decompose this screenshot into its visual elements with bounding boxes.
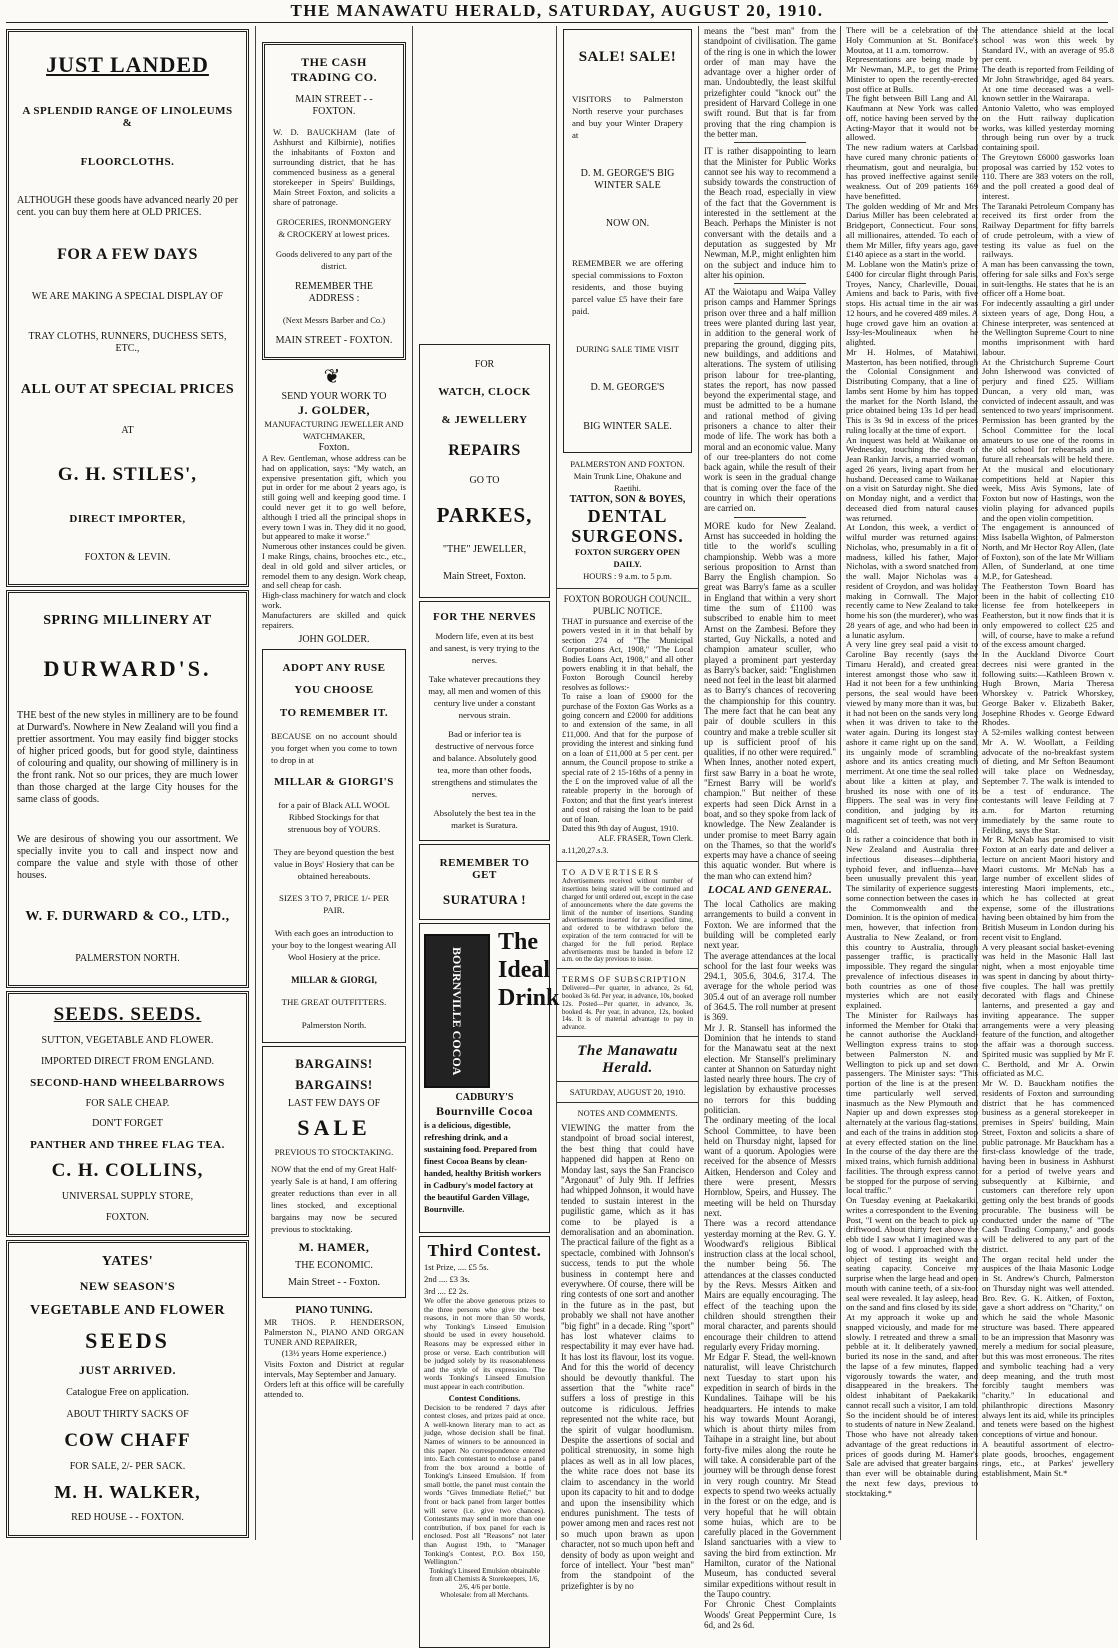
ad-line: FOR (474, 358, 495, 370)
ad-body: for a pair of Black ALL WOOL Ribbed Stockings for that strenuous boy of YOURS. (278, 799, 390, 834)
ad-line: FOXTON & LEVIN. (84, 552, 171, 564)
news-item: At the Christchurch Supreme Court John Isherwood was convicted of perjury and fined £25. William Duncan, a very old man, was convicted of indecent assault, and was sentenced to two years' imprisonment. (982, 356, 1114, 416)
ad-firm: MILLAR & GIORGI, (291, 974, 377, 985)
cash-trading-ad (262, 42, 406, 360)
council-notice (557, 593, 698, 857)
paper-title: The Manawatu Herald. (577, 1042, 678, 1076)
ad-line: Foxton. (318, 442, 350, 453)
ad-title: SURATURA ! (442, 891, 527, 907)
ad-firm: DURWARD'S. (43, 656, 212, 682)
ad-body: BECAUSE on no account should you forget when you come to town to drop in at (271, 730, 397, 765)
ad-title: YOU CHOOSE (294, 684, 374, 697)
ad-line: BIG WINTER SALE. (583, 420, 672, 432)
divider (557, 588, 698, 589)
ad-line: MAIN STREET - FOXTON. (275, 334, 393, 346)
news-item: The Featherston Town Board has been in the habit of collecting £10 license fee from hotelkeepers in Featherston, but it now finds that it is only empowered to collect £25 and will, of course, have to make a refund of the excess amount charged. (982, 580, 1114, 650)
ad-line: FLOORCLOTHS. (80, 155, 175, 168)
ornament-icon: ❦ (323, 366, 345, 388)
news-item: For indecently assaulting a girl under sixteen years of age, Dong Hou, a Chinese interpreter, was sentenced at the Wellington Supreme Court to nine months imprisonment with hard labour. (982, 298, 1114, 357)
ad-firm: C. H. COLLINS, (51, 1159, 204, 1181)
article-paragraph: MORE kudo for New Zealand. Arnst has succeeded in holding the title to the world's sculling championship. Webb was a more serious proposition to Arnst than Barry the English champion. So great was Barry's fame as a sculler in England that within a very short time the sum of £1100 was subscribed to enable him to meet Arnst on the Zambesi. Before they started, Guy Nickalls, a noted and champion amateur sculler, who played a prominent part yesterday as Barry's backer, said: "Englishmen need not feel in the least bit alarmed as to Barry's chances of recovering the championship for this country. The mere fact that he can beat any pair of double scullers in this country and make a treble sculler sit up is sufficient proof of his qualities, if no other were required." When Innes, another noted expert, first saw Barry in a boat he wrote, "Ernest Barry will be world's champion." But neither of these experts had seen Dick Arnst in a boat, and so they spoke from lack of knowledge. The New Zealander is under promise to meet Barry again on the Thames, so that the world's experts may have a chance of seeing this aquatic wonder. But where is the man who can extend him? (704, 520, 836, 881)
prize-line: 3rd .... £2 2s. (424, 1286, 469, 1296)
article-paragraph: Mr Edgar F. Stead, the well-known naturalist, will leave Christchurch next Tuesday to start upon his expedition in search of birds in the Kundalines. Taihape will be his headquarters. He intends to make his way towards Mount Aorangi, which is about thirty miles from Taihape in a straight line, but about forty-five miles along the route he will take. A considerable part of the journey will be through dense forest in very rough country. Mr Stead expects to spend two weeks actually in the forest or on the edge, and is very hopeful that he will obtain some huias, which are to be carefully placed in the Government Island sanctuaries with a view to saving the bird from extinction. Mr Hamilton, curator of the National Museum, has conducted several similar expeditions without result in the Taupo country. (704, 1352, 836, 1599)
ad-line: SECOND-HAND WHEELBARROWS (30, 1076, 225, 1089)
ad-title: FOR THE NERVES (433, 611, 536, 624)
column-divider (698, 26, 699, 1540)
ad-line: MAIN STREET - - FOXTON. (295, 94, 373, 118)
news-item: The engagement is announced of Miss Isabella Wighton, of Palmerston North, and Mr Hector Roy Allen, (late of Foxton), son of the late Mr William Allen, of Sunderland, at one time M.P., for Gateshead. (982, 522, 1114, 581)
ad-line: SIZES 3 TO 7, PRICE 1/- PER PAIR. (279, 893, 389, 916)
ad-line: HOURS : 9 a.m. to 5 p.m. (583, 571, 672, 581)
notice-body: Advertisements received without number of insertions being stated will be continued and charged for until ordered out, except in the case of announcements where the date governs the limit of the number of insertions. Standing advertisements inserted for a specified time, and ordered to be withdrawn before the expiration of the term contracted for will be charged for the full period. Replace advertisements must be handed in before 12 a.m. on the day previous to issue. (562, 878, 693, 964)
ad-line: Palmerston North. (301, 1019, 367, 1030)
ad-line: Main Street, Foxton. (443, 571, 526, 583)
parkes-ad (419, 344, 550, 598)
column-6 (842, 26, 982, 1540)
news-item: An inquest was held at Waikanae on Wednesday, touching the death of Jean Rankin Jarvis, a married woman, aged 26 years, living apart from her husband. Deceased came to Waikanae on a visit on Saturday night. She died on Monday night, and a verdict that deceased died from natural causes was returned. (846, 434, 978, 523)
news-item: Mr R. McNab has promised to visit Foxton at an early date and deliver a lecture on ancient Maori history and Maori customs. Mr McNab has a large number of excellent slides of interesting Maori implements, etc., which he has collected at great expense, some of the illustrations having been obtained by him from the British Museum in London during his recent visit to England. (982, 834, 1114, 942)
news-item: A very line grey seal paid a visit to Caroline Bay recently (says the Timaru Herald), and created great interest amongst those who saw it. Had it not been for a few unthinking persons, the seal would have been viewed by many more than it was, but it had not been on the sands very long when it was driven to take to the water again. During its longest stay ashore it came right up on the sand, its ungainly mode of scrambling ashore and its antics creating much merriment. At one time the seal rolled about like a kitten at play, and brushed its nose with one of its flippers. The seal was in very fine condition, and judging by its magnificent set of teeth, was not very old. (846, 639, 978, 835)
ad-line: REMEMBER TO GET (439, 856, 530, 881)
article-paragraph: Mr J. R. Stansell has informed the Dominion that he intends to stand for the Manawatu seat at the next election. Mr Stansell's preliminary canter at Shannon on Saturday night lasted nearly three hours. The cry of legislation by exhaustive processes no terrors for this budding politician. (704, 1022, 836, 1115)
ad-line: Wholesale: from all Merchants. (440, 1590, 529, 1599)
article-paragraph: The average attendances at the local school for the last four weeks was 294.1, 305.6, 304.6, 317.4. The average for the whole period was 305.4 out of an average roll number of 364.5. The roll number at present is 369. (704, 950, 836, 1023)
news-item: Those who have not already taken advantage of the great reductions in prices of goods during M. Hamer's Sale are advised that greater bargains than ever will be obtainable during the next few days, previous to stocktaking.* (846, 1429, 978, 1498)
millinery-ad (6, 590, 249, 988)
ad-firm: PARKES, (436, 502, 533, 527)
ad-line: AT (121, 424, 134, 436)
ad-body: NOW that the end of my Great Half-yearly Sale is at hand, I am offering greater reductions than ever in all lines stocked, and exceptional bargains may now be secured previous to stocktaking. (271, 1163, 397, 1234)
ad-line: WE ARE MAKING A SPECIAL DISPLAY OF (31, 291, 224, 303)
ad-body: MR THOS. P. HENDERSON, Palmerston N., PIANO AND ORGAN TUNER AND REPAIRER, (264, 1317, 404, 1348)
dental-ad (557, 456, 698, 584)
ad-line: PREVIOUS TO STOCKTAKING. (274, 1146, 394, 1157)
news-item: A 52-miles walking contest between Mr A. W. Woollatt, a Feilding advocate of the no-breakfast system of dieting, and Mr Sefton Beaumont will take place on Wednesday, September 7. The walk is intended to be a test of endurance. The contestants will leave Feilding at 7 a.m. for Marton returning immediately by the same route to Feilding, says the Star. (982, 727, 1114, 835)
news-item: Mr H. Holmes, of Matahiwi, Masterton, has been notified, through the Colonial Consignment and Distributing Company, that a line of lambs sent Home by him has topped the market for the North Island, the price obtained being 13s 1d per head. This is 3s 9d in excess of the prices ruling locally at the time of export. (846, 346, 978, 435)
column-2 (256, 26, 412, 1540)
golder-ad (256, 364, 412, 646)
prize-line: 1st Prize, .... £5 5s. (424, 1262, 489, 1272)
news-item: Representations are being made by Mr Newman, M.P., to get the Prime Minister to open the recently-erected post office at Bulls. (846, 54, 978, 94)
news-item: The death is reported from Feilding of Mr John Strawbridge, aged 84 years. At one time deceased was a well-known settler in the Wairarapa. (982, 64, 1114, 104)
ad-line: SEND YOUR WORK TO (281, 391, 387, 402)
column-3 (413, 26, 560, 1599)
section-heading: LOCAL AND GENERAL. (707, 884, 833, 897)
divider (734, 517, 806, 518)
suratura-ad (419, 844, 550, 920)
ad-line: Main Trunk Line, Ohakune and Raetihi. (573, 471, 682, 493)
news-item: A very pleasant social basket-evening was held in the Masonic Hall last night, when a most enjoyable time was spent in dancing by about thirty-five couples. The hall was prettily decorated with flags and Chinese lanterns, and presented a gay and inviting appearance. The supper arrangements were a very pleasing feature of the function, and altogether the affair was a thorough success. Spirited music was supplied by Mr F. C. Berthold, and Mr A. Orwin officiated as M.C. (982, 941, 1114, 1079)
news-item: Antonio Valetto, who was employed on the Hutt railway duplication works, was killed yesterday morning through being run over by a truck containing spoil. (982, 103, 1114, 152)
column-divider (840, 26, 841, 1540)
notice-sign: ALF. FRASER, Town Clerk. (598, 834, 693, 844)
notice-title: TERMS OF SUBSCRIPTION (562, 974, 687, 985)
ad-line: YATES' (101, 1253, 154, 1269)
ad-line: MANUFACTURING JEWELLER AND WATCHMAKER, (264, 419, 404, 441)
contest-ad (419, 1236, 550, 1648)
divider (557, 968, 698, 969)
ad-body: Bad or inferior tea is destructive of nervous force and balance. Absolutely good tea, more than other foods, strengthens and stimulates the nerves. (431, 728, 538, 799)
news-item: It is rather a coincidence that both in New Zealand and Australia three infectious diseases—diphtheria, typhoid fever, and influenza—have been unusually prevalent this year. The similarity of experience suggests some connection between the cases in the Commonwealth and the Dominion. It is the opinion of medical men, however, that infection from Australia to New Zealand, or from this country to Australia, through passenger traffic, is practically impossible. They regard the singular prevalence of infectious diseases in both countries as one of those mysteries which are not easily explained. (846, 834, 978, 1010)
ad-title: Third Contest. (427, 1241, 542, 1260)
ad-line: DON'T FORGET (92, 1118, 163, 1130)
ad-firm: G. H. STILES', (57, 463, 198, 485)
ad-line: THE GREAT OUTFITTERS. (281, 997, 387, 1008)
ad-line: FOXTON SURGERY OPEN DAILY. (574, 547, 681, 569)
ad-line: PANTHER AND THREE FLAG TEA. (30, 1139, 225, 1152)
notice-title: FOXTON BOROUGH COUNCIL. (563, 594, 692, 604)
cocoa-ad (419, 923, 560, 1233)
ad-heading: Contest Conditions. (448, 1392, 521, 1403)
article-paragraph: The ordinary meeting of the local School Committee, to have been held on Thursday night, lapsed for want of a quorum. Apologies were received for the absence of Messrs Aitken, Henderson and Coley and there were present, Messrs Hornblow, Speirs, and Hussey. The meeting will be held on Thursday next. (704, 1115, 836, 1218)
ad-body: Visits Foxton and District at regular intervals, May September and January. (264, 1359, 404, 1380)
ad-body: With each goes an introduction to your boy to the longest wearing All Wool Hosiery at the price. (271, 927, 397, 962)
ad-line: PALMERSTON AND FOXTON. (570, 459, 685, 469)
subscription-notice (557, 973, 698, 1032)
article-paragraph: For Chronic Chest Complaints Woods' Great Peppermint Cure, 1s 6d, and 2s 6d. (704, 1599, 836, 1630)
ad-firm: D. M. GEORGE'S BIG WINTER SALE (580, 167, 675, 191)
notice-body: THAT in pursuance and exercise of the powers vested in it in that behalf by section 274 of "The Municipal Corporations Act, 1908," "The Local Bodies Loans Act, 1908," and all other powers enabling it in that behalf, the Foxton Borough Council hereby resolves as follows:- (562, 617, 693, 692)
ad-title: SEEDS (85, 1328, 170, 1354)
ad-line: DURING SALE TIME VISIT (576, 344, 679, 355)
ad-line: JUST ARRIVED. (79, 1363, 176, 1378)
ad-line: UNIVERSAL SUPPLY STORE, (61, 1190, 194, 1202)
ad-line: CADBURY'S (455, 1092, 514, 1103)
news-item: The golden wedding of Mr and Mrs Darius Miller has been celebrated at Bridgeport, Connecticut. Four sons, all millionaires, attended. To each of them Mr Miller, fifty years ago, gave £140 apiece as a start in the world. (846, 200, 978, 260)
divider (557, 1081, 698, 1082)
ad-body: Take whatever precautions they may, all men and women of this century live under a constant nervous strain. (428, 673, 541, 720)
ad-title: DENTAL SURGEONS. (571, 506, 684, 546)
news-item: There will be a celebration of the Holy Communion at St. Boniface's Moutoa, at 11 a.m. tomorrow. (846, 25, 978, 55)
section-heading: NOTES AND COMMENTS. (577, 1107, 678, 1118)
ad-line: Tonking's Linseed Emulsion obtainable from all Chemists & Storekeepers, 1/6, 2/6, 4/6 per bottle. (429, 1566, 540, 1591)
ad-line: NEW SEASON'S (79, 1278, 176, 1293)
ad-title: VEGETABLE AND FLOWER (30, 1302, 225, 1318)
ad-title: BARGAINS! (295, 1055, 373, 1071)
divider (734, 283, 806, 284)
news-item: The Taranaki Petroleum Company has received its first order from the Railway Department for fifty barrels of crude petroleum, with a view of testing its value as fuel on the railways. (982, 200, 1114, 260)
column-1 (0, 26, 255, 1540)
divider (557, 1102, 698, 1103)
nerves-ad (419, 601, 550, 841)
ad-title: REPAIRS (448, 441, 521, 459)
ad-line: FOR SALE CHEAP. (85, 1097, 170, 1109)
hosiery-ad (262, 649, 406, 1043)
notice-subtitle: PUBLIC NOTICE. (592, 606, 663, 616)
ad-title: ADOPT ANY RUSE (282, 661, 386, 674)
ad-body: W. D. BAUCKHAM (late of Ashhurst and Kilbirnie), notifies the inhabitants of Foxton and surrounding district, that he has commenced business as a general storekeeper in Speirs' Buildings, Main Street Foxton, and solicits a share of patronage. (273, 126, 395, 207)
prize-line: 2nd .... £3 3s. (424, 1274, 470, 1284)
notice-body: Delivered—Per quarter, in advance, 2s 6d, booked 3s 6d. Per year, in advance, 10s, booked 12s. Posted—Per quarter, in advance, 3s, booked 4s. Per year, in advance, 12s, booked 14s. It is of material advantage to pay in advance. (562, 985, 693, 1032)
ad-line: PALMERSTON NORTH. (75, 953, 180, 965)
ad-line: "THE" JEWELLER, (442, 543, 527, 555)
ad-line: ABOUT THIRTY SACKS OF (66, 1408, 189, 1420)
ad-line: Main Street - - Foxton. (288, 1276, 380, 1288)
news-item: In the Auckland Divorce Court decrees nisi were granted in the following suits:—Kathleen Brown v. Hugh Brown, Maria Theresa Whorskey v. Patrick Whorskey, George Baker v. Elizabeth Baker, Josephine Rhodes v. George Edward Rhodes. (982, 649, 1114, 728)
ad-line: TRAY CLOTHS, RUNNERS, DUCHESS SETS, ETC., (28, 330, 227, 354)
ad-title: THE CASH TRADING CO. (290, 55, 378, 85)
ad-firm: D. M. GEORGE'S (590, 382, 665, 394)
article-paragraph: means the "best man" from the standpoint of civilisation. The game of the ring is one in which the lower order of man may have the advantage over a higher order of man. Undoubtedly, the least skilful prizefighter could "knock out" the president of Harvard College in one swift round. But that is far from proving that the ring champion is the better man. (704, 26, 836, 139)
ad-sign: JOHN GOLDER. (298, 634, 370, 646)
ad-line: GROCERIES, IRONMONGERY & CROCKERY at lowest prices. (276, 216, 392, 239)
ad-line: RED HOUSE - - FOXTON. (71, 1512, 184, 1524)
news-item: The fight between Bill Lang and Al. Kaufmann at New York was called off, notice having been served by the Acting-Mayor that it would not be allowed. (846, 93, 978, 143)
news-item: At London, this week, a verdict of wilful murder was returned against Nicholas, who, presumably in a fit of madness, killed his father, Major Nicholas, with a sword snatched from the wall. Major Nicholas was a resident of Croydon, and was holiday making in Cornwall. The Major recently came to New Zealand to take home his son (the murderer), who was 28 years of age, and who had been in a lunatic asylum. (846, 522, 978, 640)
ad-line: THE ECONOMIC. (295, 1259, 373, 1271)
ad-firm: MILLAR & GIORGI'S (274, 776, 394, 789)
ad-body: Manufacturers are skilled and quick repairers. (262, 609, 406, 630)
ad-firm: Bournville Cocoa (436, 1104, 533, 1118)
ad-body: We are desirous of showing you our assortment. We specially invite you to call and inspect now and compare the value and style with those of other houses. (17, 833, 238, 881)
ad-firm: TATTON, SON & BOYES, (569, 494, 686, 505)
ad-body: High-class machinery for watch and clock work. (262, 590, 406, 610)
ad-line: WATCH, CLOCK (438, 386, 531, 399)
ad-line: SUTTON, VEGETABLE AND FLOWER. (41, 1035, 214, 1047)
cocoa-slogan: The Ideal Drink (498, 929, 560, 1011)
notice-ref: a.11,20,27.s.3. (562, 846, 609, 856)
ad-line: FOXTON. (106, 1211, 149, 1223)
ad-body: A Rev. Gentleman, whose address can be had on application, says: "My watch, an expensive presentation gift, which you put in order for me about 2 years ago, is still going well and keeping good time. I could never get it to go well before, although I tried all the principal shops in every town I was in. They did it no good, but appeared to make it worse." (262, 453, 406, 542)
news-item: A beautiful assortment of electro-plate goods, brooches, engagement rings, etc., at Parkes' jewellery establishment, Main St.* (982, 1438, 1114, 1478)
ad-title: PIANO TUNING. (295, 1305, 373, 1317)
ad-title: SEEDS. SEEDS. (53, 1004, 202, 1026)
ad-body: THE best of the new styles in millinery are to be found at Durward's. Nowhere in New Zealand will you find a prettier assortment. You may easily find bigger stocks of higher priced goods, but for good style, daintiness of colouring and quality, our showing of millinery is in the front rank. Not so our prices, they are much lower than those charged at the large City houses for the same class of goods. (17, 710, 238, 806)
seeds-ad (6, 991, 249, 1237)
news-item: A man has been canvassing the town, offering for sale silks and Fox's serge in suit-lengths. He states that he is an officer off a Home boat. (982, 259, 1114, 299)
advertisers-notice (557, 866, 698, 964)
news-item: Mr W. D. Bauckham notifies the residents of Foxton and surrounding district that he has commenced business as a general storekeeper in premises in Speirs' building, Main Street, Foxton and solicits a share of public patronage. Mr Bauckham has a first-class knowledge of the trade, having been in business in Ashhurst for a period of twelve years and subsequently at Kilbirnie, and customers can therefore rely upon getting only the best brands of goods procurable. The business will be conducted under the name of "The Cash Trading Company," and goods will be delivered to any part of the district. (982, 1078, 1114, 1254)
divider (734, 142, 806, 143)
ad-line: & JEWELLERY (441, 414, 528, 427)
article-paragraph: There was a record attendance yesterday morning at the Rev. G. Y. Woodward's religious Biblical instruction class at the local school, the number being 56. The attendances at the classes conducted by the Revs. Messrs Aitken and Mairs are equally encouraging. The effect of the teaching upon the children should strengthen their moral character, and parents should encourage their children to attend regularly every Friday morning. (704, 1218, 836, 1352)
ad-title: SPRING MILLINERY AT (43, 612, 212, 628)
ad-title: JUST LANDED (46, 51, 209, 77)
piano-ad (256, 1301, 412, 1403)
ad-line: Catalogue Free on application. (66, 1387, 189, 1399)
ad-firm: J. GOLDER, (297, 403, 370, 417)
ad-body: Orders left at this office will be carefully attended to. (264, 1379, 404, 1400)
column-7 (978, 26, 1118, 1540)
bargains-ad (262, 1046, 406, 1298)
ad-heading: FOR A FEW DAYS (57, 246, 198, 264)
linoleum-ad (6, 29, 249, 587)
ad-note: ALTHOUGH these goods have advanced nearly 20 per cent. you can buy them here at OLD PRICES. (17, 195, 238, 219)
news-item: On Tuesday evening at Paekakariki, writes a correspondent to the Evening Post, "I went on the beach to pick up driftwood. About thirty feet above the ebb tide I saw what I imagined was a log of wood. I approached with the object of testing its weight and seating capacity. Conceive my surprise when the large head and open mouth with canine teeth, of a six-foot seal were revealed. It lay asleep, head on the sand and fins closed by its side. At my approach it woke up and snapped viciously, and made for me slowly. I retreated and threw a small pebble at it. It deliberately yawned, buried its nose in the sand, and after the lapse of a few minutes, flapped vigorously towards the water, and disappeared in the breakers. The oldest inhabitant of Paekakariki cannot recall such a visitor, I am told. So the incident should be of interest to students of nature in New Zealand. (846, 1195, 978, 1430)
masthead: THE MANAWATU HERALD, SATURDAY, AUGUST 20, 1910. (290, 1, 824, 20)
notice-date: Dated this 9th day of August, 1910. (562, 823, 679, 833)
ad-body: Absolutely the best tea in the market is Suratura. (433, 807, 536, 830)
ad-heading: ALL OUT AT SPECIAL PRICES (20, 381, 235, 397)
article-paragraph: The local Catholics are making arrangements to build a convent in Foxton. We are informed that the building will be completed early next year. (704, 899, 836, 951)
ad-body: is a delicious, digestible, refreshing drink, and a sustaining food. Prepared from finest Cocoa Beans by clean-handed, healthy British workers in Cadbury's model factory at the beautiful Garden Village, Bournville. (424, 1120, 542, 1214)
ad-line: (Next Messrs Barber and Co.) (282, 314, 386, 325)
notice-title: TO ADVERTISERS (562, 867, 660, 878)
ad-title: SALE (297, 1114, 371, 1140)
ad-title: BARGAINS! (295, 1076, 373, 1092)
notice-body: To raise a loan of £9000 for the purchase of the Foxton Gas Works as a going concern and £2000 for additions to and extension of the same, in all £11,000. And that for the purpose of providing the interest and sinking fund on a loan of £11,000 at 5 per cent. per annum, the Council propose to strike a special rate of 2 15-16ths of a penny in the £ on the improved value of all the rateable property in the borough of Foxton; and that the first year's interest and cost of raising the loan to be paid out of loan. (562, 692, 693, 824)
news-item: Permission has been granted by the School Committee for the local amateurs to use one of the rooms in the old school for rehearsals and in future all rehearsals will be held there. (982, 415, 1114, 464)
paper-date: SATURDAY, AUGUST 20, 1910. (569, 1086, 686, 1097)
ad-body: VISITORS to Palmerston North reserve your purchases and buy your Winter Drapery at (572, 93, 683, 140)
news-item: The Greytown £6000 gasworks loan proposal was carried by 152 votes to 110. There are 383 voters on the roll, and the poll created a good deal of interest. (982, 151, 1114, 201)
ad-line: NOW ON. (605, 218, 650, 230)
yates-ad (6, 1240, 249, 1538)
divider (557, 1036, 698, 1037)
ad-line: LAST FEW DAYS OF (287, 1097, 381, 1109)
ad-line: (13½ years Home experience.) (281, 1348, 387, 1359)
ad-firm: M. H. WALKER, (54, 1482, 201, 1503)
ad-line: REMEMBER THE ADDRESS : (295, 281, 373, 305)
cocoa-header (424, 928, 560, 1088)
ad-line: A SPLENDID RANGE OF LINOLEUMS & (22, 104, 233, 129)
column-5 (700, 26, 840, 1630)
news-item: The Minister for Railways has informed the Member for Otaki that he cannot authorise the Auckland-Wellington express trains to stop between Palmerston N. and Wellington to pick up and set down passengers. The Minister says: "This portion of the line is at the present time particularly well served, inasmuch as the New Plymouth and Napier up and down expresses stop alternately at the various flag-stations, and each of the trains in addition stop at every effected station on the line. In the course of the day there are the mixed trains, which furnish additional facilities. The through express cannot be stopped for the purpose of serving local traffic." (846, 1009, 978, 1196)
column-4 (557, 26, 698, 1591)
ad-body: They are beyond question the best value in Boys' Hosiery that can be obtained hereabouts. (273, 846, 395, 881)
editorial-text: VIEWING the matter from the standpoint of broad social interest, the best thing that could have happened did happen at Reno on Monday last, says the San Francisco "Argonaut" of July 9th. If Jeffries had whipped Johnson, it would have tended to sustain interest in the pugilistic game, which as it has come to be played is a demoralisation and an abomination. The practical failure of the fight as a spectacle, combined with Johnson's success, tends to put the whole business in contempt here and everywhere. Of course, there will be ring contests of one sort and another in the future as in the past, but probably we shall not have another "big fight" in a decade. Ring "sport" has lost whatever claims to respectability it may ever have had. It has lost its flavour, lost its vogue. And for this the world of decency should be devoutly thankful. The assertion that the "white race" suffers a loss of prestige in this outcome is ridiculous. Jeffries represented not the white race, but the spirit of vulgar hoodlumism. Despite the assertions of social and political strenuosity, in some high places as well as in all low places, the white race does not base its claim to ascendancy in the world upon its capacity to hit and to dodge and upon the insensibility which endures punishment. The tests of power among men and races rest not so much upon brawn as upon character, not so much upon heft and density of body as upon weight and force of intellect. Your "best man" from the standpoint of the prizefighter is by no (561, 1122, 694, 1591)
news-item: The attendance shield at the local school was won this week by Standard IV., with an average of 95.8 per cent. (982, 25, 1114, 65)
masthead-rule (6, 22, 1108, 23)
article-paragraph: AT the Waiotapu and Waipa Valley prison camps and Hammer Springs prison over three and a half million trees were planted during last year, in addition to the general work of preparing the ground, digging pits, new buildings, and additions and alterations. The system of utilising prison labour for tree-planting, states the report, has now passed beyond the experimental stage, and must be admitted to be a humane and rational method of giving prisoners a chance to alter their mode of life. The work has both a moral and an economic value. Many of our tree-planters do not come back again, while the result of their work is seen in the gradual change that is coming over the face of the country in which their operations are carried on. (704, 287, 836, 514)
news-item: M. Loblane won the Matin's prize of £400 for circular flight through Paris, Troyes, Nancy, Charleville, Douai, Amiens and back to Paris, with five stops. His actual time in the air was 12 hours, and he covered 489 miles. A huge crowd gave him an ovation at Issy-les-Moulineaux when he alighted. (846, 259, 978, 347)
divider (557, 861, 698, 862)
ad-body: Decision to be rendered 7 days after contest closes, and prizes paid at once. A well-known literary man to act as judge, whose decision shall be final. Names of winners to be announced in this paper. No correspondence entered into. Each contestant to enclose a panel from the box around a bottle of Tonking's Linseed Emulsion. If from small bottle, the panel must contain the words "Gives Immediate Relief," but front or back panel from larger bottles will serve (i.e. give two chances). Contestants may send in more than one contribution, if box panel for each is enclosed. Post all "Reasons" not later than August 19th, to "Manager Tonking's Contest, P.O. Box 150, Wellington." (424, 1402, 545, 1567)
cocoa-tin-icon: BOURNVILLE COCOA (424, 934, 490, 1088)
ad-line: IMPORTED DIRECT FROM ENGLAND. (40, 1055, 215, 1067)
ad-firm: W. F. DURWARD & CO., LTD., (25, 909, 230, 925)
ad-body: Modern life, even at its best and sanest, is very trying to the nerves. (429, 631, 540, 666)
ad-line: GO TO (469, 475, 500, 487)
ad-firm: M. HAMER, (298, 1239, 370, 1254)
ad-line: DIRECT IMPORTER, (69, 513, 186, 526)
ad-body: Numerous other instances could be given. I make Rings, chains, brooches etc., etc., deal in old gold and silver articles, or remodel them to any design. Work cheap, and sell cheap for cash. (262, 541, 406, 591)
article-paragraph: IT is rather disappointing to learn that the Minister for Public Works cannot see his way to recommend a subsidy towards the construction of the Beach road, especially in view of the fact that the Government is interested in the settlement at the Beach. Perhaps the Minister is not conversant with the details and a deputation as suggested by Mr Newman, M.P., might enlighten him on the subject and induce him to alter his opinion. (704, 146, 836, 280)
news-item: The new radium waters at Carlsbad have cured many chronic patients of rheumatism, gout and neuralgia, but has proved ineffective against senile weakness. Out of 209 patients 169 have benefitted. (846, 142, 978, 201)
ad-title: COW CHAFF (64, 1429, 191, 1451)
ad-line: Goods delivered to any part of the district. (275, 249, 393, 272)
george-sale-ad (563, 29, 692, 453)
news-item: The organ recital held under the auspices of the Ihaia Masonic Lodge in St. Andrew's Church, Palmerston on Thursday night was well attended. Bro. Rev. G. K. Aitken, of Foxton, gave a short address on "Charity," on which he said the whole Masonic structure was based. There appeared to be an impression that Masonry was merely a medium for social pleasure, but this was most erroneous. The rites and symbolic teaching had a very deep meaning, and the truth most forcibly taught members was "charity." In educational and philanthropic directions Masonry always lent its aid, while its principles and tenets were based on the highest conceptions of virtue and honour. (982, 1253, 1114, 1439)
ad-body: We offer the above generous prizes to the three persons who give the best reasons, in not more than 50 words, why Tonking's Linseed Emulsion should be used in every household. Reasons may be expressed either in prose or verse. Each contribution will be judged solely by its reasonableness and the style of its expression. The words Tonking's Linseed Emulsion must appear in each contribution. (424, 1296, 545, 1391)
news-item: At the musical and elocutionary competitions held at Napier this week, Miss Avis Symons, late of Foxton but now of Hastings, won the violin playing for advanced pupils and the open violin competition. (982, 463, 1114, 523)
ad-body: REMEMBER we are offering special commissions to Foxton residents, and those buying parcel value £5 have their fare paid. (572, 257, 683, 316)
ad-line: FOR SALE, 2/- PER SACK. (69, 1460, 186, 1472)
ad-title: SALE! SALE! (578, 49, 677, 66)
ad-title: TO REMEMBER IT. (279, 706, 389, 719)
